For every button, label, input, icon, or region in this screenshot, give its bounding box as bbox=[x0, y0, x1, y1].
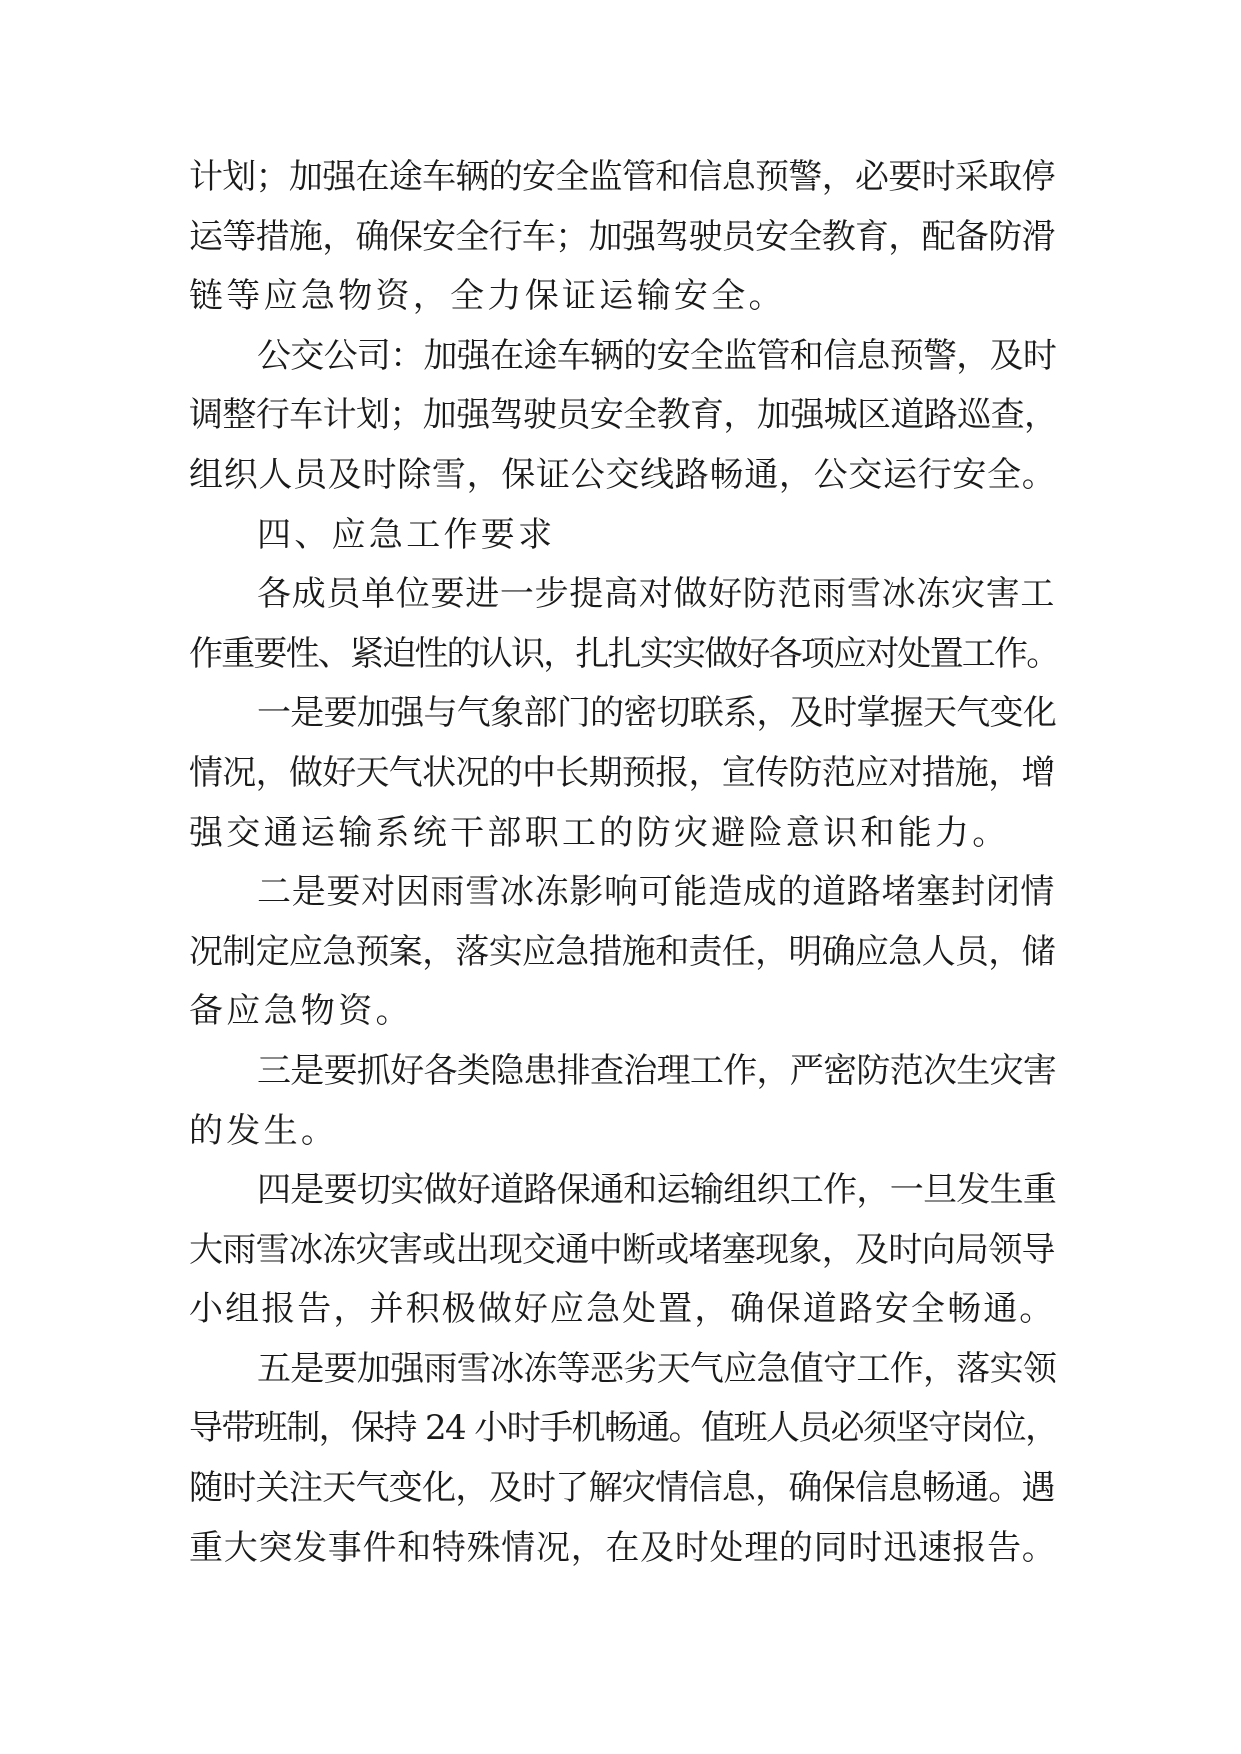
body-line: 重大突发事件和特殊情况，在及时处理的同时迅速报告。 bbox=[189, 1527, 1057, 1568]
body-line: 情况，做好天气状况的中长期预报，宣传防范应对措施，增 bbox=[189, 752, 1055, 793]
body-line: 一是要加强与气象部门的密切联系，及时掌握天气变化 bbox=[257, 693, 1057, 734]
body-line: 三是要抓好各类隐患排查治理工作，严密防范次生灾害 bbox=[257, 1050, 1057, 1091]
body-line: 小组报告，并积极做好应急处置，确保道路安全畅通。 bbox=[189, 1289, 1056, 1330]
body-line: 调整行车计划；加强驾驶员安全教育，加强城区道路巡查， bbox=[189, 395, 1058, 436]
body-line: 随时关注天气变化，及时了解灾情信息，确保信息畅通。遇 bbox=[189, 1468, 1055, 1509]
body-line: 况制定应急预案，落实应急措施和责任，明确应急人员，储 bbox=[189, 931, 1055, 972]
body-line: 的发生。 bbox=[189, 1110, 339, 1151]
body-line: 导带班制，保持 24 小时手机畅通。值班人员必须坚守岗位， bbox=[189, 1408, 1058, 1449]
section-heading: 四、应急工作要求 bbox=[257, 514, 556, 555]
body-line: 计划；加强在途车辆的安全监管和信息预警，必要时采取停 bbox=[189, 157, 1055, 197]
body-line: 四是要切实做好道路保通和运输组织工作，一旦发生重 bbox=[257, 1170, 1057, 1211]
body-line: 各成员单位要进一步提高对做好防范雨雪冰冻灾害工 bbox=[257, 574, 1056, 615]
body-line: 大雨雪冰冻灾害或出现交通中断或堵塞现象，及时向局领导 bbox=[189, 1229, 1055, 1270]
body-line: 强交通运输系统干部职工的防灾避险意识和能力。 bbox=[189, 812, 1010, 853]
body-line: 公交公司：加强在途车辆的安全监管和信息预警，及时 bbox=[257, 335, 1057, 376]
body-line: 链等应急物资，全力保证运输安全。 bbox=[189, 276, 786, 317]
body-line: 组织人员及时除雪，保证公交线路畅通，公交运行安全。 bbox=[189, 454, 1057, 495]
body-line: 作重要性、紧迫性的认识，扎扎实实做好各项应对处置工作。 bbox=[189, 633, 1059, 674]
body-line: 五是要加强雨雪冰冻等恶劣天气应急值守工作，落实领 bbox=[257, 1348, 1057, 1389]
body-line: 二是要对因雨雪冰冻影响可能造成的道路堵塞封闭情 bbox=[257, 872, 1056, 913]
body-line: 备应急物资。 bbox=[189, 991, 413, 1032]
document-body bbox=[189, 148, 1059, 1578]
body-line: 运等措施，确保安全行车；加强驾驶员安全教育，配备防滑 bbox=[189, 216, 1055, 257]
